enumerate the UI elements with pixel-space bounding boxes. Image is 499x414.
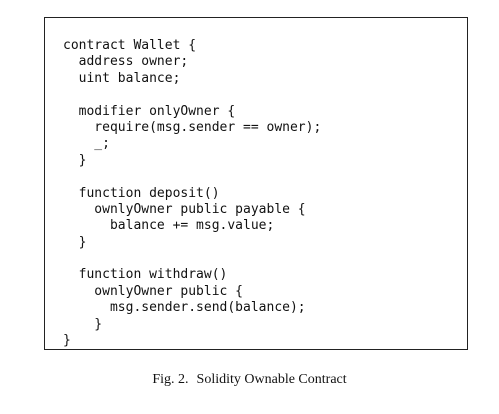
code-line	[63, 169, 321, 185]
code-line: ownlyOwner public {	[63, 283, 244, 299]
code-line	[63, 87, 321, 103]
code-line: function deposit()	[63, 185, 220, 201]
code-line	[63, 251, 321, 267]
code-line: require(msg.sender == owner);	[63, 119, 322, 135]
code-listing-frame	[44, 17, 468, 350]
figure-caption	[0, 372, 499, 388]
code-line: }	[63, 316, 103, 332]
code-line: }	[63, 234, 87, 250]
code-line: _;	[63, 136, 110, 152]
code-line: msg.sender.send(balance);	[63, 300, 306, 316]
figure-label: Fig. 2.	[152, 372, 189, 387]
code-line: balance += msg.value;	[63, 218, 275, 234]
code-line: }	[63, 333, 71, 349]
code-listing	[63, 38, 321, 349]
code-line: address owner;	[63, 54, 189, 70]
code-line: uint balance;	[63, 70, 181, 86]
code-line: function withdraw()	[63, 267, 228, 283]
code-line: modifier onlyOwner {	[63, 103, 236, 119]
code-line: }	[63, 152, 87, 168]
code-line: contract Wallet {	[63, 38, 197, 53]
figure-title: Solidity Ownable Contract	[196, 372, 347, 387]
code-line: ownlyOwner public payable {	[63, 201, 306, 217]
